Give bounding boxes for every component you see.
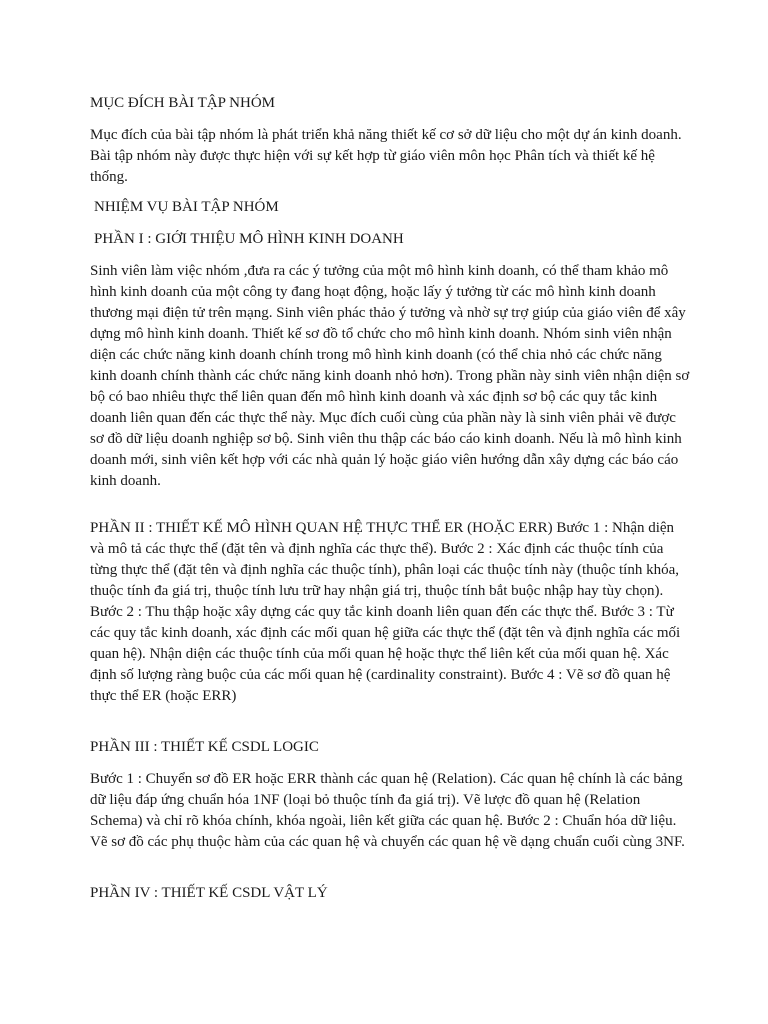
heading-tasks: NHIỆM VỤ BÀI TẬP NHÓM <box>94 199 279 215</box>
heading-part-1: PHẦN I : GIỚI THIỆU MÔ HÌNH KINH DOANH <box>94 231 404 247</box>
heading-part-3: PHẦN III : THIẾT KẾ CSDL LOGIC <box>90 739 319 755</box>
purpose-paragraph: Mục đích của bài tập nhóm là phát triển khả năng thiết kế cơ sở dữ liệu cho một dự án kinh doanh. Bài tập nhóm này được thực hiện với sự kết hợp từ giáo viên môn học Phân tích và thiết kế hệ thống. <box>90 127 682 185</box>
heading-purpose: MỤC ĐÍCH BÀI TẬP NHÓM <box>90 95 276 111</box>
part-2-paragraph: PHẦN II : THIẾT KẾ MÔ HÌNH QUAN HỆ THỰC THỂ ER (HOẶC ERR) Bước 1 : Nhận diện và mô tả các thực thể (đặt tên và định nghĩa các thực thể). Bước 2 : Xác định các thuộc tính của từng thực thể (đặt tên và định nghĩa các thuộc tính), phân loại các thuộc tính này (thuộc tính khóa, thuộc tính đa giá trị, thuộc tính lưu trữ hay nhận giá trị, thuộc tính bắt buộc nhập hay tùy chọn). Bước 2 : Thu thập hoặc xây dựng các quy tắc kinh doanh liên quan đến các thực thể. Bước 3 : Từ các quy tắc kinh doanh, xác định các mối quan hệ giữa các thực thể (đặt tên và định nghĩa các mối quan hệ). Nhận diện các thuộc tính của mối quan hệ hoặc thực thể liên kết của mối quan hệ. Xác định số lượng ràng buộc của các mối quan hệ (cardinality constraint). Bước 4 : Vẽ sơ đồ quan hệ thực thể ER (hoặc ERR) <box>90 520 681 704</box>
part-3-paragraph: Bước 1 : Chuyển sơ đồ ER hoặc ERR thành các quan hệ (Relation). Các quan hệ chính là các bảng dữ liệu đáp ứng chuẩn hóa 1NF (loại bỏ thuộc tính đa giá trị). Vẽ lược đồ quan hệ (Relation Schema) và chỉ rõ khóa chính, khóa ngoài, liên kết giữa các quan hệ. Bước 2 : Chuẩn hóa dữ liệu. Vẽ sơ đồ các phụ thuộc hàm của các quan hệ và chuyển các quan hệ về dạng chuẩn cuối cùng 3NF. <box>90 771 685 850</box>
part-1-paragraph: Sinh viên làm việc nhóm ,đưa ra các ý tưởng của một mô hình kinh doanh, có thể tham khảo mô hình kinh doanh của một công ty đang hoạt động, hoặc lấy ý tưởng từ các mô hình kinh doanh thương mại điện tử trên mạng. Sinh viên phác thảo ý tưởng và nhờ sự trợ giúp của giáo viên để xây dựng mô hình kinh doanh. Thiết kế sơ đồ tổ chức cho mô hình kinh doanh. Nhóm sinh viên nhận diện các chức năng kinh doanh chính trong mô hình kinh doanh (có thể chia nhỏ các chức năng kinh doanh chính thành các chức năng kinh doanh nhỏ hơn). Trong phần này sinh viên nhận diện sơ bộ có bao nhiêu thực thể liên quan đến mô hình kinh doanh và xác định sơ bộ các quy tắc kinh doanh liên quan đến các thực thể này. Mục đích cuối cùng của phần này là sinh viên phải vẽ được sơ đồ dữ liệu doanh nghiệp sơ bộ. Sinh viên thu thập các báo cáo kinh doanh. Nếu là mô hình kinh doanh mới, sinh viên kết hợp với các nhà quản lý hoặc giáo viên hướng dẫn xây dựng các báo cáo kinh doanh. <box>90 263 690 489</box>
heading-part-4: PHẦN IV : THIẾT KẾ CSDL VẬT LÝ <box>90 885 328 901</box>
